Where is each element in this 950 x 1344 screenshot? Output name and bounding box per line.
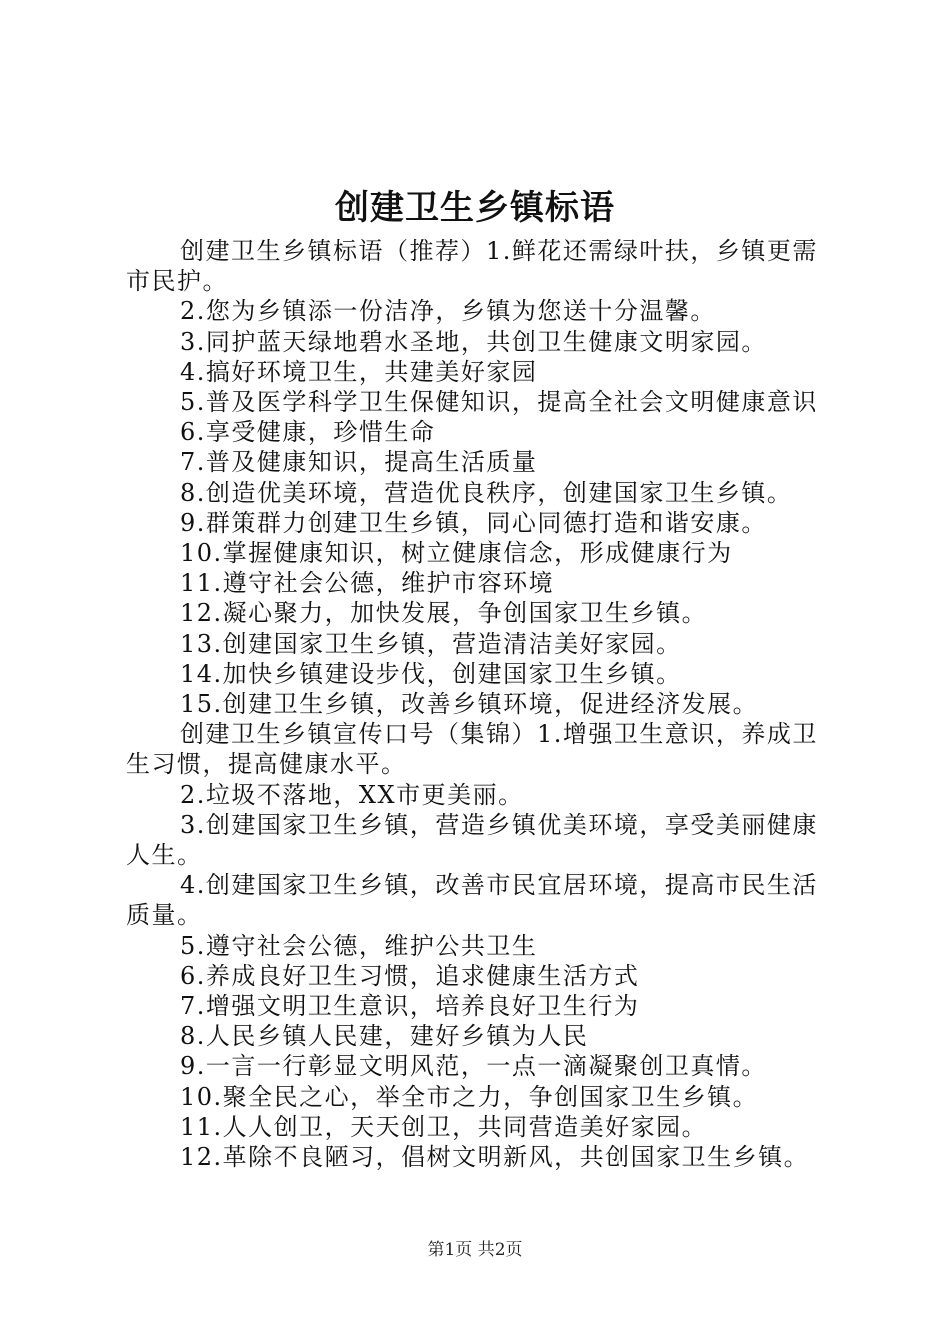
slogan-line: 2.您为乡镇添一份洁净，乡镇为您送十分温馨。 xyxy=(180,297,716,326)
slogan-line: 7.增强文明卫生意识，培养良好卫生行为 xyxy=(180,992,640,1021)
slogan-line: 12.凝心聚力，加快发展，争创国家卫生乡镇。 xyxy=(180,599,708,628)
document-title: 创建卫生乡镇标语 xyxy=(335,188,615,228)
slogan-line: 9.一言一行彰显文明风范，一点一滴凝聚创卫真情。 xyxy=(180,1052,767,1081)
slogan-line: 3.同护蓝天绿地碧水圣地，共创卫生健康文明家园。 xyxy=(180,327,767,356)
slogan-line: 4.搞好环境卫生，共建美好家园 xyxy=(180,357,538,386)
slogan-line: 5.普及医学科学卫生保健知识，提高全社会文明健康意识 xyxy=(180,388,818,417)
paragraph-intro-collection: 创建卫生乡镇宣传口号（集锦）1.增强卫生意识，养成卫生习惯，提高健康水平。 xyxy=(126,720,818,779)
slogan-line: 6.养成良好卫生习惯，追求健康生活方式 xyxy=(180,961,640,990)
document-body xyxy=(126,236,834,1172)
slogan-line: 9.群策群力创建卫生乡镇，同心同德打造和谐安康。 xyxy=(180,508,767,537)
page-footer: 第1页 共2页 xyxy=(427,1240,523,1260)
slogan-line: 15.创建卫生乡镇，改善乡镇环境，促进经济发展。 xyxy=(180,690,759,719)
slogan-line: 2.垃圾不落地，XX市更美丽。 xyxy=(180,780,524,809)
slogan-line: 10.聚全民之心，举全市之力，争创国家卫生乡镇。 xyxy=(180,1082,759,1111)
slogan-line: 10.掌握健康知识，树立健康信念，形成健康行为 xyxy=(180,539,733,568)
slogan-line: 4.创建国家卫生乡镇，改善市民宜居环境，提高市民生活质量。 xyxy=(126,871,818,930)
slogan-line: 8.创造优美环境，营造优良秩序，创建国家卫生乡镇。 xyxy=(180,478,793,507)
slogan-line: 14.加快乡镇建设步伐，创建国家卫生乡镇。 xyxy=(180,659,682,688)
slogan-line: 3.创建国家卫生乡镇，营造乡镇优美环境，享受美丽健康人生。 xyxy=(126,810,818,870)
slogan-line: 11.人人创卫，天天创卫，共同营造美好家园。 xyxy=(180,1112,708,1141)
slogan-line: 8.人民乡镇人民建，建好乡镇为人民 xyxy=(180,1022,589,1051)
paragraph-intro-recommended: 创建卫生乡镇标语（推荐）1.鲜花还需绿叶扶，乡镇更需市民护。 xyxy=(126,237,818,296)
slogan-line: 7.普及健康知识，提高生活质量 xyxy=(180,448,538,477)
slogan-line: 5.遵守社会公德，维护公共卫生 xyxy=(180,931,538,960)
slogan-line: 11.遵守社会公德，维护市容环境 xyxy=(180,569,555,598)
slogan-line: 6.享受健康，珍惜生命 xyxy=(180,418,436,447)
slogan-line: 13.创建国家卫生乡镇，营造清洁美好家园。 xyxy=(180,629,682,658)
slogan-line: 12.革除不良陋习，倡树文明新风，共创国家卫生乡镇。 xyxy=(180,1143,810,1172)
